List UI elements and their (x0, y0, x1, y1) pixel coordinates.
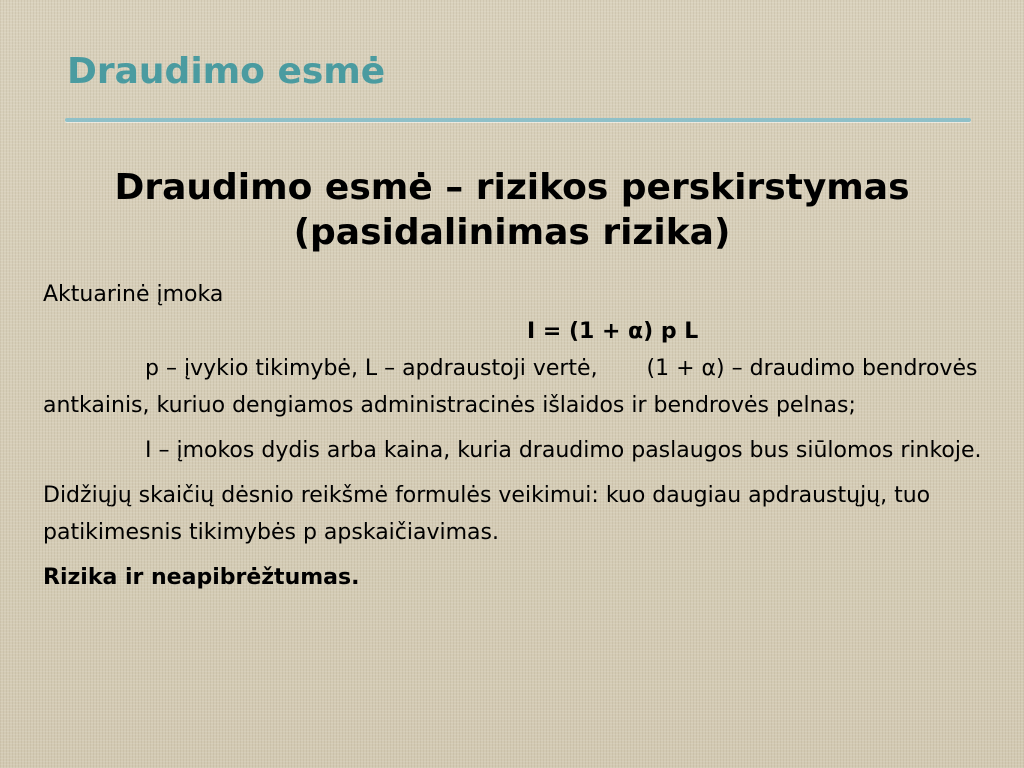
slide-heading (0, 165, 1024, 255)
definition-i: I – įmokos dydis arba kaina, kuria draudimo paslaugos bus siūlomos rinkoje. (145, 438, 982, 463)
premium-formula: I = (1 + α) p L (527, 319, 699, 344)
risk-heading: Rizika ir neapibrėžtumas. (43, 565, 360, 590)
definition-p-l-alpha: p – įvykio tikimybė, L – apdraustoji vertė, (1 + α) – draudimo bendrovės antkainis, kuriuo dengiamos administracinės išlaidos ir bendrovės pelnas; (43, 356, 985, 418)
slide-body (43, 276, 983, 596)
aktuarine-label: Aktuarinė įmoka (43, 282, 224, 307)
title-underline (65, 118, 971, 122)
slide-title: Draudimo esmė (67, 51, 386, 92)
heading-line-2: (pasidalinimas rizika) (293, 212, 731, 253)
law-of-large-numbers: Didžiųjų skaičių dėsnio reikšmė formulės veikimui: kuo daugiau apdraustųjų, tuo patikimesnis tikimybės p apskaičiavimas. (43, 483, 931, 545)
heading-line-1: Draudimo esmė – rizikos perskirstymas (114, 167, 910, 208)
